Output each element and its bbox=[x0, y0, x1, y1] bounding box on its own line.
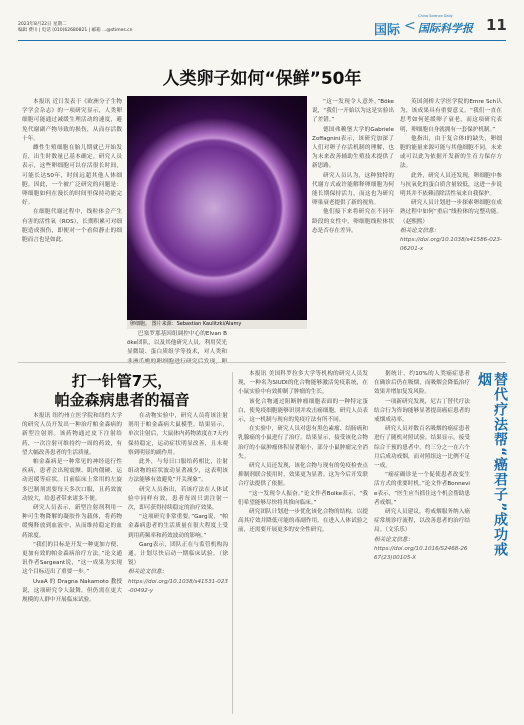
paragraph: “癌症确诊是一个促使患者改变生活方式的重要时机。”论文作者Bonnevie表示，“医生应当抓住这个机会帮助患者戒烟。” bbox=[374, 472, 470, 506]
citation-label: 相关论文信息： bbox=[128, 569, 168, 576]
egg-cell-photo bbox=[127, 96, 307, 320]
paragraph: UvaA 的 Dragna Nakamoto 教授说，这项研究令人鼓舞，但仍需在更大规模的人群中开展临床试验。 bbox=[22, 578, 122, 604]
edit-line: 编辑 费川 | 电话 (010)62680821 | 邮箱 ...@stimes.cn bbox=[18, 28, 133, 33]
citation-label: 相关论文信息： bbox=[400, 227, 440, 234]
paragraph: 他指出，由于复合体I的缺失，卵细胞的能量来源可能与其他细胞不同，未来或可以此为依据开发新的生育力保存方法。 bbox=[400, 135, 502, 170]
paragraph: 他们接下来将研究在不同年龄段的女性中，卵细胞线粒体状态是否存在差异。 bbox=[312, 209, 394, 234]
paragraph: “这一发现令人意外，”Böke说，“我们一开始以为这是实验出了差错。” bbox=[312, 99, 394, 124]
citation-label: 相关论文信息： bbox=[374, 536, 414, 543]
paragraph: 研究人员计划进一步探索卵细胞在成熟过程中如何“重启”线粒体的完整功能。（赵熙熙） bbox=[400, 200, 502, 225]
paragraph: 在动物实验中，研究人员将该注射剂用于帕金森病大鼠模型。结果显示，单次注射后，大鼠体内药物浓度在7天内保持稳定，运动症状明显改善，且未观察到明显的副作用。 bbox=[128, 413, 228, 456]
date-line: 2023年8月22日 星期二 bbox=[18, 22, 67, 27]
paragraph: 研究人员指出，若该疗法在人体试验中同样有效，患者每周只需注射一次，即可获得持续稳定的治疗效果。 bbox=[128, 486, 228, 512]
paragraph: 研究人员表示，新型注射剂利用一种可生物降解的凝胶作为载体，将药物缓慢释放到血液中，从而维持稳定的血药浓度。 bbox=[22, 505, 122, 539]
paragraph: Garg表示，团队正在与监管机构沟通，计划尽快启动一期临床试验。（徐锐） bbox=[128, 541, 228, 567]
paragraph: 本报讯 纽约州立医学院和纽约大学的研究人员开发出一种治疗帕金森病的新型注射剂。该药物通过皮下注射给药，一次注射可维持约一周的药效，有望大幅改善患者的生活质量。 bbox=[22, 413, 122, 456]
section-label: 国际 bbox=[374, 23, 401, 38]
paragraph: 此外，研究人员还发现，卵细胞中参与抗氧化的蛋白质含量较低，这进一步说明其并不依赖清除活性氧来自我保护。 bbox=[400, 172, 502, 198]
article1-col3 bbox=[312, 98, 394, 360]
paragraph: “这一发现令人振奋。”论文作者Bolke表示，“我们希望能够尽快将其推向临床。” bbox=[238, 490, 368, 506]
vertical-headline: 替代疗法帮“癌君子”成功戒烟 bbox=[476, 372, 508, 558]
photo-caption: 卵细胞。 图片来源：Sebastian Kaulitzki/Alamy bbox=[127, 320, 307, 329]
article1-title: 人类卵子如何“保鲜”50年 bbox=[162, 69, 362, 89]
paragraph: 据统计，约10%的人类癌症患者在确诊后仍在吸烟，而吸烟会降低治疗效果并增加复发风险。 bbox=[374, 371, 470, 396]
masthead bbox=[18, 8, 506, 36]
paragraph: 研究人员还发现，该化合物与现有的免疫检查点抑制剂联合使用时，效果更为显著。这为今后开发联合疗法提供了依据。 bbox=[238, 463, 368, 488]
brand-en: China Science Daily bbox=[418, 14, 453, 18]
paragraph: 在实验中，研究人员对患有黑色素瘤、结肠癌和乳腺癌的小鼠进行了治疗。结果显示，接受该化合物治疗的小鼠肿瘤体积显著缩小，部分小鼠肿瘤完全消失。 bbox=[238, 426, 368, 460]
doi-link[interactable]: https://doi.org/10.1038/s41531-023-00492-y bbox=[128, 578, 228, 594]
doi-link[interactable]: https://doi.org/10.1038/s41586-023-06201-x bbox=[400, 237, 502, 253]
paragraph: 本报讯 近日发表于《欧洲分子生物学学会杂志》的一项研究显示，人类卵细胞可能通过减缓生理活动的速度，避免代谢副产物导致的损伤，从而存活数十年。 bbox=[22, 99, 122, 142]
paragraph: 本报讯 美国科罗拉多大学等机构的研究人员发现，一种名为SIUDI的化合物能够激活免疫系统，在小鼠实验中有效抑制了肿瘤的生长。 bbox=[238, 371, 368, 396]
paragraph: 帕金森病是一种常见的神经退行性疾病，患者会出现震颤、肌肉僵硬、运动迟缓等症状。目前临床上常用的左旋多巴制剂需要每天多次口服，且药效波动较大，给患者带来诸多不便。 bbox=[22, 459, 122, 502]
paragraph: 一项新研究发现，尼古丁替代疗法结合行为咨询能够显著提高癌症患者的戒烟成功率。 bbox=[374, 398, 470, 424]
paragraph: 德国弗赖堡大学的Gabriele Zoffagnini表示，该研究加深了人们对卵子存活机制的理解，也为未来改善辅助生殖技术提供了新思路。 bbox=[312, 126, 394, 170]
page-number: 11 bbox=[486, 16, 507, 34]
paragraph: 英国剑桥大学医学院的Emre Sch认为，该成果具有重要意义。“我们一直在思考如何延缓卵子衰老，而这项研究表明，卵细胞自身就拥有一套保护机制。” bbox=[400, 99, 502, 133]
column-divider bbox=[232, 372, 233, 714]
paragraph: 巴塞罗那基因组调控中心的Elvan Böke团队，以及其他研究人员，利用荧光显微镜、蛋白质组学等技术，对人类和 bbox=[127, 331, 227, 356]
paragraph: 在细胞代谢过程中，线粒体会产生有害的活性氧（ROS），长期积累可对细胞造成损伤，即便对一个看似静止的细胞而言也是如此。 bbox=[22, 209, 122, 244]
article3-col1 bbox=[238, 370, 368, 714]
paragraph: 雌性生殖细胞在胎儿期就已开始发育，出生时数量已基本确定。研究人员表示，这些卵细胞可以存活很长时间，可能长达50年，时间远超其他人体细胞。因此，一个被广泛研究的问题是：卵细胞如何在漫长的时间里保持功能完好。 bbox=[22, 145, 122, 207]
article1-col2 bbox=[127, 330, 227, 365]
article2-title-line2: 帕金森病患者的福音 bbox=[54, 391, 190, 409]
article1-col1 bbox=[22, 98, 122, 333]
article4-col1 bbox=[374, 370, 470, 714]
article-divider bbox=[18, 362, 506, 363]
paragraph: 该化合物通过阻断肿瘤细胞表面的一种特定蛋白，使免疫细胞能够识别并攻击癌细胞。研究人员表示，这一机制与现有的免疫疗法有所不同。 bbox=[238, 398, 368, 424]
article1-col4 bbox=[400, 98, 502, 360]
paragraph: 研究人员对数百名吸烟的癌症患者进行了随机对照试验。结果显示，接受综合干预的患者中，约三分之一在六个月后成功戒烟，而对照组这一比例不足一成。 bbox=[374, 426, 470, 470]
article2-col2 bbox=[128, 412, 228, 712]
article2-title bbox=[22, 372, 222, 410]
header-rule bbox=[18, 40, 506, 41]
paragraph: “我们的目标是开发一种更加方便、更加有效的帕金森病治疗方法。”论文通讯作者Sargeant说，“这一成果为实现这个目标迈出了重要一步。” bbox=[22, 541, 122, 576]
article2-col1 bbox=[22, 412, 122, 712]
doi-link[interactable]: https://doi.org/10.1016/S2468-2667(23)00105-X bbox=[374, 545, 468, 562]
paragraph: 此外，与每日口服给药相比，注射组动物的症状波动显著减少，这表明该方法能够有效避免“开关现象”。 bbox=[128, 459, 228, 484]
article2-title-line1: 打一针管7天， bbox=[71, 372, 173, 390]
paragraph: 研究人员建议，将戒烟服务纳入癌症常规诊疗流程，以改善患者的治疗结局。（文乐乐） bbox=[374, 509, 470, 534]
brand-logo: 国际科学报 bbox=[418, 22, 473, 35]
paragraph: 研究人员认为，这种独特的代谢方式或许能解释卵细胞为何能长期保持活力，而这也为研究卵巢衰老提供了新的视角。 bbox=[312, 172, 394, 207]
paragraph: “这项研究非常重要。”Garg说，“帕金森病患者的生活质量在很大程度上受到用药频率和药效波动的影响。” bbox=[128, 514, 228, 539]
paragraph: 研究团队计划进一步优化该化合物的结构，以提高其疗效并降低可能的毒副作用。在进入人体试验之前，还需要开展更多的安全性研究。 bbox=[238, 509, 368, 534]
chevron-left-icon: < bbox=[404, 18, 416, 34]
